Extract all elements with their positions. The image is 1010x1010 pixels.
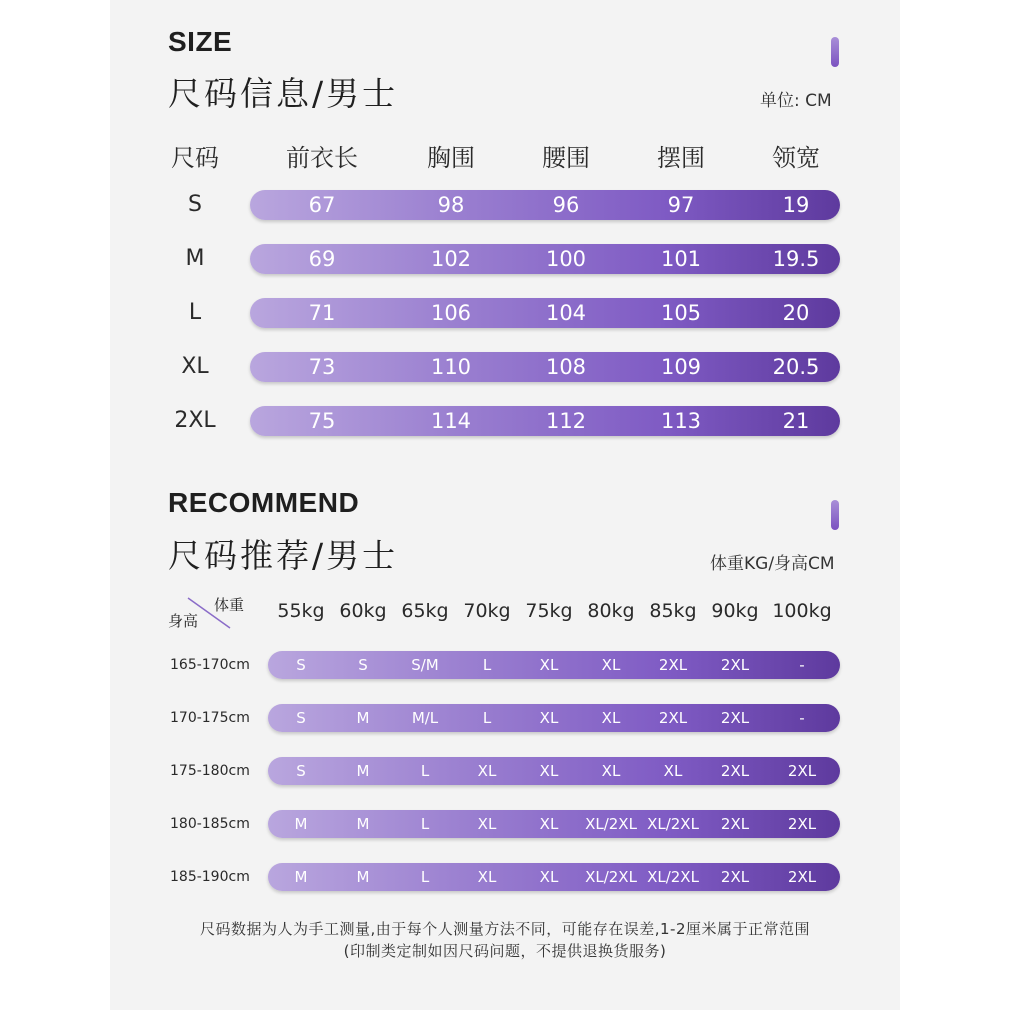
- recommend-title-en: RECOMMEND: [168, 487, 360, 518]
- recommend-size-cell: XL: [539, 709, 559, 727]
- recommend-size-cell: 2XL: [720, 656, 750, 674]
- recommend-size-cell: XL: [601, 709, 621, 727]
- recommend-size-cell: XL: [601, 762, 621, 780]
- recommend-size-cell: XL: [539, 656, 559, 674]
- size-value-cell: 112: [545, 409, 587, 433]
- footer-disclaimer: (印制类定制如因尺码问题，不提供退换货服务): [343, 942, 667, 960]
- recommend-size-cell: 2XL: [658, 656, 688, 674]
- recommend-size-cell: M: [356, 815, 370, 833]
- size-header-cell: 腰围: [542, 144, 590, 172]
- size-value-cell: 97: [667, 193, 695, 217]
- recommend-size-cell: L: [482, 656, 492, 674]
- size-value-cell: 98: [437, 193, 465, 217]
- size-row-label: XL: [181, 354, 209, 379]
- accent-bar-icon: [831, 37, 839, 67]
- recommend-size-cell: XL: [601, 656, 621, 674]
- size-row-bar: [250, 190, 840, 220]
- recommend-size-cell: XL: [477, 762, 497, 780]
- size-header-cell: 前衣长: [286, 144, 358, 172]
- corner-height-label: 身高: [168, 612, 199, 630]
- size-row-label: L: [188, 300, 202, 325]
- size-value-cell: 106: [430, 301, 472, 325]
- recommend-size-cell: 2XL: [720, 762, 750, 780]
- size-value-cell: 75: [308, 409, 336, 433]
- height-row-label: 180-185cm: [170, 816, 250, 832]
- size-value-cell: 110: [430, 355, 472, 379]
- size-value-cell: 20: [782, 301, 810, 325]
- size-value-cell: 109: [660, 355, 702, 379]
- recommend-size-cell: S: [296, 709, 306, 727]
- recommend-size-cell: XL/2XL: [585, 868, 637, 886]
- recommend-size-cell: 2XL: [787, 815, 817, 833]
- size-value-cell: 19: [782, 193, 810, 217]
- height-row-label: 175-180cm: [170, 763, 250, 779]
- recommend-size-cell: XL/2XL: [585, 815, 637, 833]
- recommend-row-bar: [268, 704, 840, 732]
- recommend-size-cell: XL: [477, 868, 497, 886]
- size-row-label: M: [185, 246, 205, 271]
- size-row-label: S: [188, 192, 202, 217]
- size-value-cell: 19.5: [772, 247, 820, 271]
- weight-header-cell: 65kg: [401, 600, 449, 622]
- size-value-cell: 105: [660, 301, 702, 325]
- size-value-cell: 73: [308, 355, 336, 379]
- recommend-size-cell: 2XL: [720, 868, 750, 886]
- accent-bar-icon: [831, 500, 839, 530]
- size-value-cell: 100: [545, 247, 587, 271]
- size-value-cell: 96: [552, 193, 580, 217]
- recommend-size-cell: XL: [539, 762, 559, 780]
- recommend-size-cell: 2XL: [787, 868, 817, 886]
- recommend-size-cell: XL: [477, 815, 497, 833]
- recommend-size-cell: M/L: [411, 709, 439, 727]
- recommend-row-bar: [268, 651, 840, 679]
- recommend-size-cell: M: [356, 762, 370, 780]
- size-header-cell: 尺码: [171, 144, 219, 172]
- size-header-cell: 领宽: [772, 144, 820, 172]
- height-row-label: 165-170cm: [170, 657, 250, 673]
- recommend-size-cell: 2XL: [720, 709, 750, 727]
- size-row-bar: [250, 244, 840, 274]
- height-row-label: 185-190cm: [170, 869, 250, 885]
- size-title-cn: 尺码信息/男士: [168, 74, 399, 113]
- weight-header-cell: 70kg: [463, 600, 511, 622]
- size-header-cell: 摆围: [657, 144, 705, 172]
- recommend-size-cell: M: [294, 868, 308, 886]
- weight-header-cell: 85kg: [649, 600, 697, 622]
- size-unit-label: 单位: CM: [760, 91, 832, 111]
- recommend-size-cell: S/M: [411, 656, 439, 674]
- recommend-size-cell: 2XL: [787, 762, 817, 780]
- recommend-size-cell: XL: [539, 868, 559, 886]
- recommend-size-cell: M: [294, 815, 308, 833]
- size-row-bar: [250, 352, 840, 382]
- recommend-size-cell: -: [799, 656, 805, 674]
- corner-cell: [168, 594, 252, 630]
- size-value-cell: 114: [430, 409, 472, 433]
- weight-header-cell: 60kg: [339, 600, 387, 622]
- recommend-size-cell: M: [356, 868, 370, 886]
- recommend-size-cell: -: [799, 709, 805, 727]
- size-value-cell: 108: [545, 355, 587, 379]
- recommend-size-cell: L: [420, 762, 430, 780]
- recommend-size-cell: S: [296, 656, 306, 674]
- recommend-size-cell: S: [296, 762, 306, 780]
- size-row-bar: [250, 406, 840, 436]
- size-value-cell: 67: [308, 193, 336, 217]
- weight-header-cell: 55kg: [277, 600, 325, 622]
- size-value-cell: 102: [430, 247, 472, 271]
- size-value-cell: 113: [660, 409, 702, 433]
- recommend-row-bar: [268, 863, 840, 891]
- size-header-cell: 胸围: [427, 144, 475, 172]
- recommend-title-cn: 尺码推荐/男士: [168, 536, 399, 575]
- size-value-cell: 71: [308, 301, 336, 325]
- recommend-size-cell: XL: [663, 762, 683, 780]
- weight-header-cell: 100kg: [772, 600, 832, 622]
- weight-header-cell: 80kg: [587, 600, 635, 622]
- size-value-cell: 20.5: [772, 355, 820, 379]
- recommend-size-cell: 2XL: [720, 815, 750, 833]
- recommend-size-cell: M: [356, 709, 370, 727]
- recommend-row-bar: [268, 757, 840, 785]
- recommend-size-cell: L: [420, 815, 430, 833]
- recommend-size-cell: XL: [539, 815, 559, 833]
- corner-weight-label: 体重: [214, 596, 245, 614]
- recommend-unit-label: 体重KG/身高CM: [710, 554, 835, 574]
- size-value-cell: 104: [545, 301, 587, 325]
- recommend-row-bar: [268, 810, 840, 838]
- height-row-label: 170-175cm: [170, 710, 250, 726]
- size-row-label: 2XL: [174, 408, 216, 433]
- size-value-cell: 21: [782, 409, 810, 433]
- recommend-size-cell: 2XL: [658, 709, 688, 727]
- recommend-size-cell: XL/2XL: [647, 815, 699, 833]
- weight-header-cell: 90kg: [711, 600, 759, 622]
- recommend-size-cell: XL/2XL: [647, 868, 699, 886]
- size-value-cell: 69: [308, 247, 336, 271]
- recommend-size-cell: S: [358, 656, 368, 674]
- recommend-size-cell: L: [482, 709, 492, 727]
- recommend-size-cell: L: [420, 868, 430, 886]
- weight-header-cell: 75kg: [525, 600, 573, 622]
- size-title-en: SIZE: [168, 26, 233, 57]
- footer-note: 尺码数据为人为手工测量,由于每个人测量方法不同，可能存在误差,1-2厘米属于正常范围: [199, 920, 811, 938]
- size-value-cell: 101: [660, 247, 702, 271]
- size-row-bar: [250, 298, 840, 328]
